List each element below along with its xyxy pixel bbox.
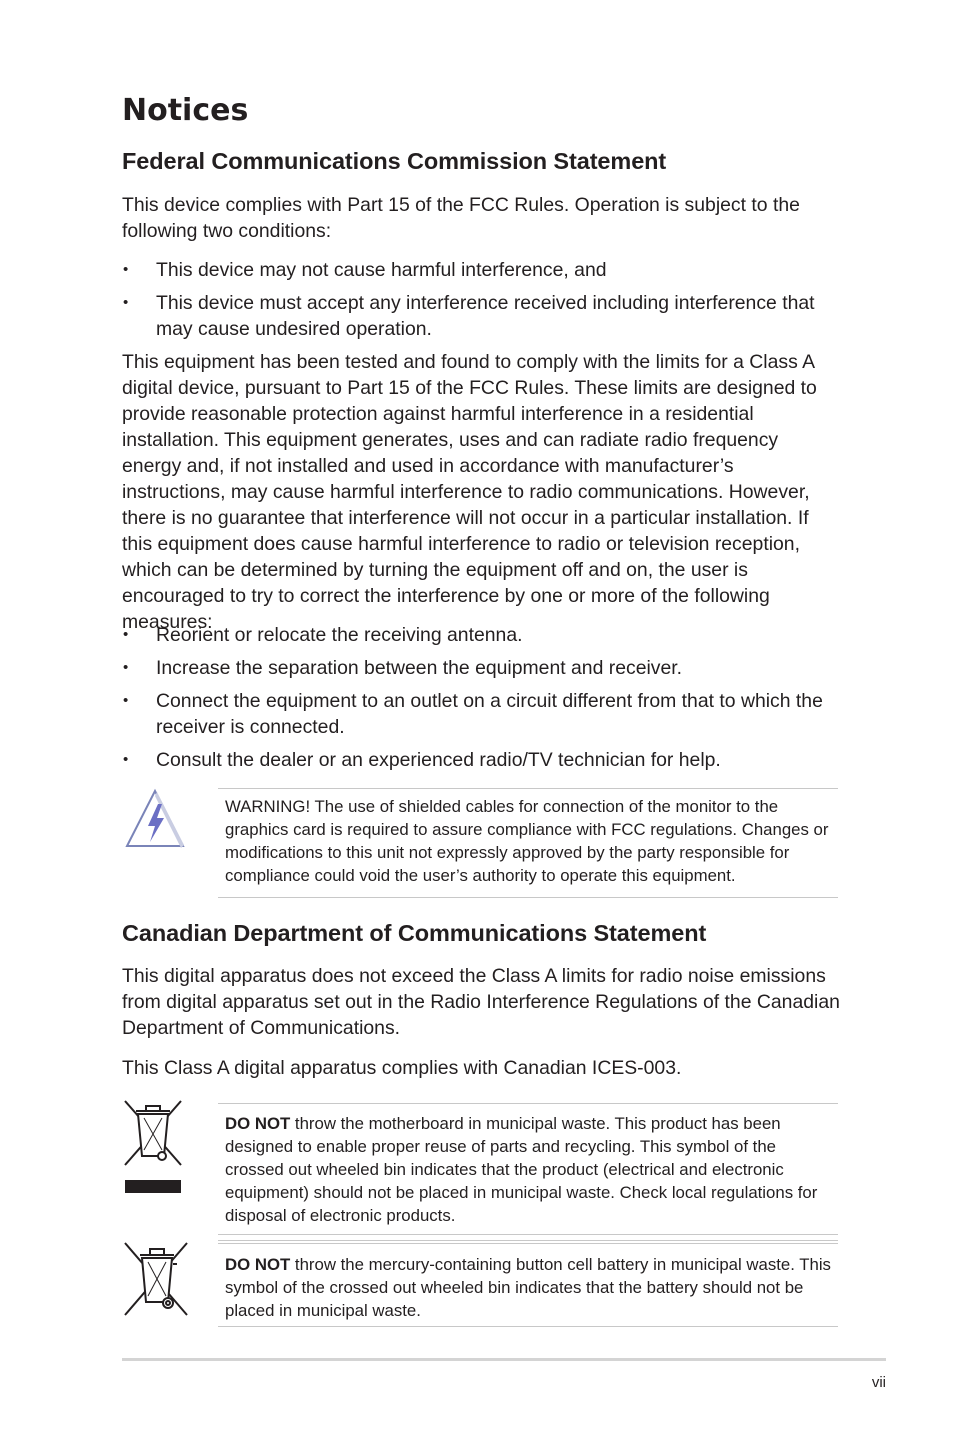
fcc-heading: Federal Communications Commission Statement	[122, 148, 667, 174]
do-not-emphasis: DO NOT	[225, 1255, 291, 1274]
motherboard-disposal-body: throw the motherboard in municipal waste. This product has been designed to enable proper reuse of parts and recycling. This symbol of the crossed out wheeled bin indicates that the product (electrical and electronic equipment) should not be placed in municipal waste. Check local regulations for disposal of electronic products.	[225, 1114, 818, 1225]
warning-note	[218, 788, 838, 898]
fcc-measures-list	[122, 622, 852, 773]
crossed-out-battery-bin-icon	[122, 1240, 190, 1318]
battery-disposal-note	[218, 1240, 838, 1327]
canada-heading: Canadian Department of Communications Statement	[122, 920, 707, 946]
list-item: • Consult the dealer or an experienced radio/TV technician for help.	[122, 747, 852, 773]
battery-disposal-body: throw the mercury-containing button cell battery in municipal waste. This symbol of the crossed out wheeled bin indicates that the battery should not be placed in municipal waste.	[225, 1255, 831, 1320]
list-item: • This device must accept any interference received including interference that may cause undesired operation.	[122, 290, 852, 342]
list-item: • Reorient or relocate the receiving antenna.	[122, 622, 852, 648]
canada-body-1: This digital apparatus does not exceed the Class A limits for radio noise emissions from digital apparatus set out in the Radio Interference Regulations of the Canadian Department of Communications.	[122, 965, 840, 1039]
fcc-body: This equipment has been tested and found to comply with the limits for a Class A digital device, pursuant to Part 15 of the FCC Rules. These limits are designed to provide reasonable protection against harmful interference in a residential installation. This equipment generates, uses and can radiate radio frequency energy and, if not installed and used in accordance with manufacturer’s instructions, may cause harmful interference to radio communications. However, there is no guarantee that interference will not occur in a particular installation. If this equipment does cause harmful interference to radio or television reception, which can be determined by turning the equipment off and on, the user is encouraged to try to correct the interference by one or more of the following measures:	[122, 351, 817, 633]
warning-lightning-icon	[124, 788, 186, 850]
warning-text: WARNING! The use of shielded cables for connection of the monitor to the graphics card is required to assure compliance with FCC regulations. Changes or modifications to this unit not expressly approved by the party responsible for compliance could void the user’s authority to operate this equipment.	[225, 797, 829, 885]
crossed-out-wheeled-bin-icon	[122, 1098, 184, 1196]
list-item: • This device may not cause harmful interference, and	[122, 257, 852, 283]
page-title: Notices	[122, 93, 249, 128]
battery-disposal-text	[218, 1253, 838, 1322]
do-not-emphasis: DO NOT	[225, 1114, 291, 1133]
list-item: • Increase the separation between the equipment and receiver.	[122, 655, 852, 681]
page-number: vii	[871, 1374, 886, 1391]
canada-body-2: This Class A digital apparatus complies with Canadian ICES-003.	[122, 1057, 682, 1079]
footer-rule	[122, 1358, 886, 1361]
fcc-conditions-list	[122, 257, 852, 342]
list-item: • Connect the equipment to an outlet on a circuit different from that to which the receiver is connected.	[122, 688, 852, 740]
motherboard-disposal-note	[218, 1103, 838, 1235]
motherboard-disposal-text	[218, 1112, 838, 1227]
fcc-intro: This device complies with Part 15 of the FCC Rules. Operation is subject to the following two conditions:	[122, 194, 800, 242]
